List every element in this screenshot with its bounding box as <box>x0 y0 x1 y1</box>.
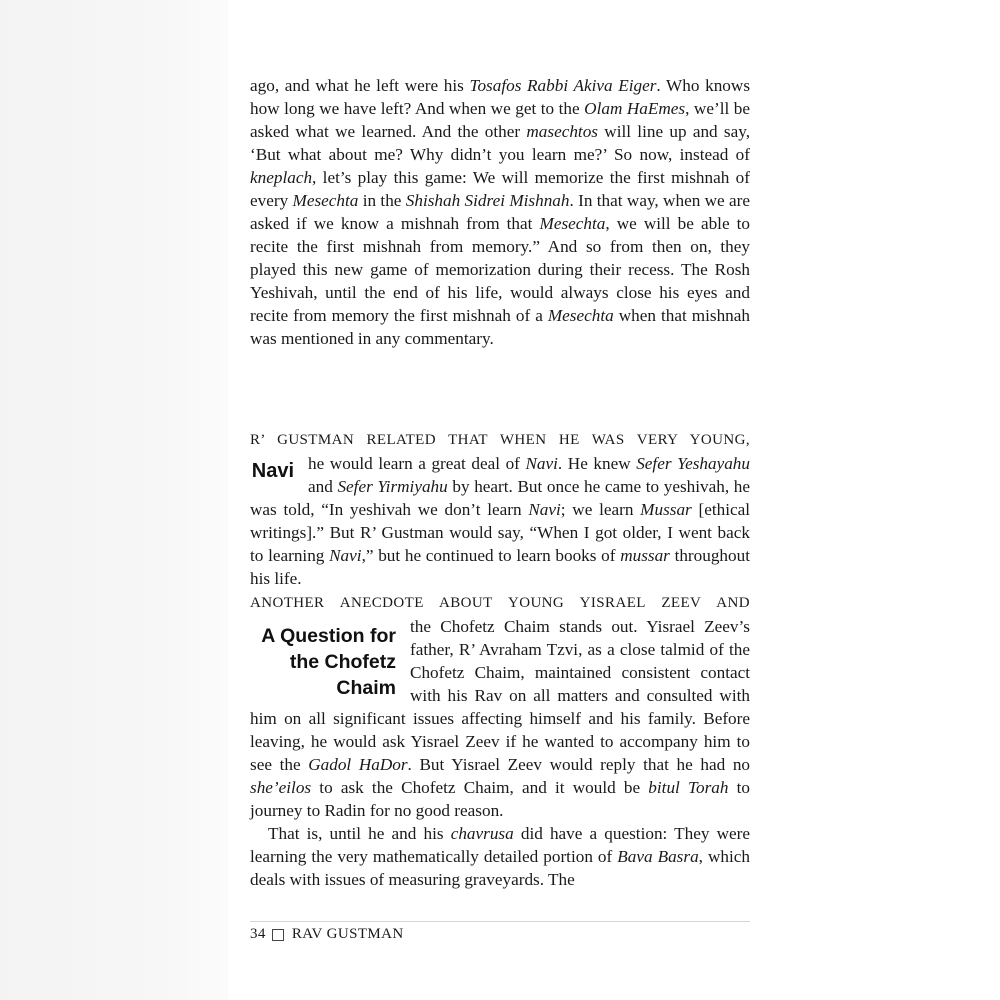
text-run: , we will be able to recite the first mishnah from memory.” And so from then on, they played this new game of memorization during their recess. The Rosh Yeshivah, until the end of his life, would always close his eyes and recite from memory the first mishnah of a <box>250 214 751 325</box>
text-run: ; we learn <box>560 500 641 519</box>
text-run: did have a question: They were learning the very mathematically detailed portion of <box>250 824 750 866</box>
italic-term: Mesechta <box>547 306 614 325</box>
text-run: ago, and what he left were his <box>250 76 470 95</box>
text-run: ,” but he continued to learn books of <box>361 546 621 565</box>
text-run: and <box>308 477 338 496</box>
section-lead-caps: R’ GUSTMAN RELATED THAT WHEN HE WAS VERY YOUNG, <box>250 432 750 448</box>
italic-term: Olam HaEmes <box>584 99 686 118</box>
italic-term: she’eilos <box>250 778 312 797</box>
italic-term: mussar <box>620 546 670 565</box>
text-run: [ethical writings].” But R’ Gustman would say, “When I got older, I went back to learning <box>250 500 750 565</box>
text-run: by heart. But once he came to yeshivah, he was told, “In yeshivah we don’t learn <box>250 477 750 519</box>
side-heading-line: A Question for <box>261 625 396 647</box>
side-heading-line: Chaim <box>336 677 396 699</box>
italic-term: chavrusa <box>450 824 514 843</box>
italic-term: kneplach <box>250 168 313 187</box>
text-run: he would learn a great deal of <box>308 454 526 473</box>
paragraph-1 <box>250 74 750 350</box>
text-run: . He knew <box>557 454 637 473</box>
text-run: will line up and say, ‘But what about me? Why didn’t you learn me?’ So now, instead of <box>250 122 751 164</box>
italic-term: Tosafos Rabbi Akiva Eiger <box>469 76 657 95</box>
page-number: 34 <box>250 926 266 942</box>
text-run: , let’s play this game: We will memorize the first mishnah of every <box>250 168 750 210</box>
section-navi-text <box>250 452 750 590</box>
italic-term: Navi <box>329 546 362 565</box>
section-lead-caps: ANOTHER ANECDOTE ABOUT YOUNG YISRAEL ZEEV AND <box>250 595 750 611</box>
section-navi <box>250 429 750 590</box>
italic-term: Mussar <box>640 500 692 519</box>
italic-term: Bava Basra <box>617 847 699 866</box>
section-question <box>250 592 750 891</box>
side-heading-question <box>250 623 396 701</box>
section-question-text-2 <box>250 822 750 891</box>
text-run: , we’ll be asked what we learned. And the other <box>250 99 750 141</box>
footer-rule <box>250 921 750 922</box>
text-run: . Who knows how long we have left? And when we get to the <box>250 76 751 118</box>
italic-term: Navi <box>525 454 558 473</box>
italic-term: masechtos <box>526 122 598 141</box>
text-run: That is, until he and his <box>268 824 451 843</box>
text-run: . But Yisrael Zeev would reply that he had no <box>407 755 751 774</box>
italic-term: Gadol HaDor <box>308 755 408 774</box>
text-run: the Chofetz Chaim stands out. Yisrael Zeev’s father, R’ Avraham Tzvi, as a close talmid of the Chofetz Chaim, maintained consistent contact with his Rav on all matters and consulted with him on all significant issues affecting himself and his family. Before leaving, he would ask Yisrael Zeev if he wanted to accompany him to see the <box>250 617 750 774</box>
text-run: . In that way, when we are asked if we know a mishnah from that <box>250 191 750 233</box>
page-footer <box>250 926 404 943</box>
text-run: throughout his life. <box>250 546 750 588</box>
italic-term: Mesechta <box>539 214 606 233</box>
text-run: to ask the Chofetz Chaim, and it would be <box>311 778 649 797</box>
italic-term: Shishah Sidrei Mishnah <box>405 191 570 210</box>
square-ornament-icon <box>272 929 284 941</box>
side-heading-line: the Chofetz <box>289 651 396 673</box>
text-run: to journey to Radin for no good reason. <box>250 778 751 820</box>
text-run: in the <box>358 191 406 210</box>
paragraph-1-text <box>250 74 750 350</box>
page-gutter <box>0 0 228 1000</box>
italic-term: Sefer Yeshayahu <box>636 454 750 473</box>
side-heading-navi: Navi <box>251 460 294 482</box>
text-run: when that mishnah was mentioned in any commentary. <box>250 306 750 348</box>
italic-term: Sefer Yirmiyahu <box>337 477 448 496</box>
italic-term: Mesechta <box>292 191 359 210</box>
italic-term: Navi <box>528 500 561 519</box>
text-run: , which deals with issues of measuring graveyards. The <box>250 847 750 889</box>
italic-term: bitul Torah <box>648 778 729 797</box>
running-title: RAV GUSTMAN <box>291 926 404 942</box>
